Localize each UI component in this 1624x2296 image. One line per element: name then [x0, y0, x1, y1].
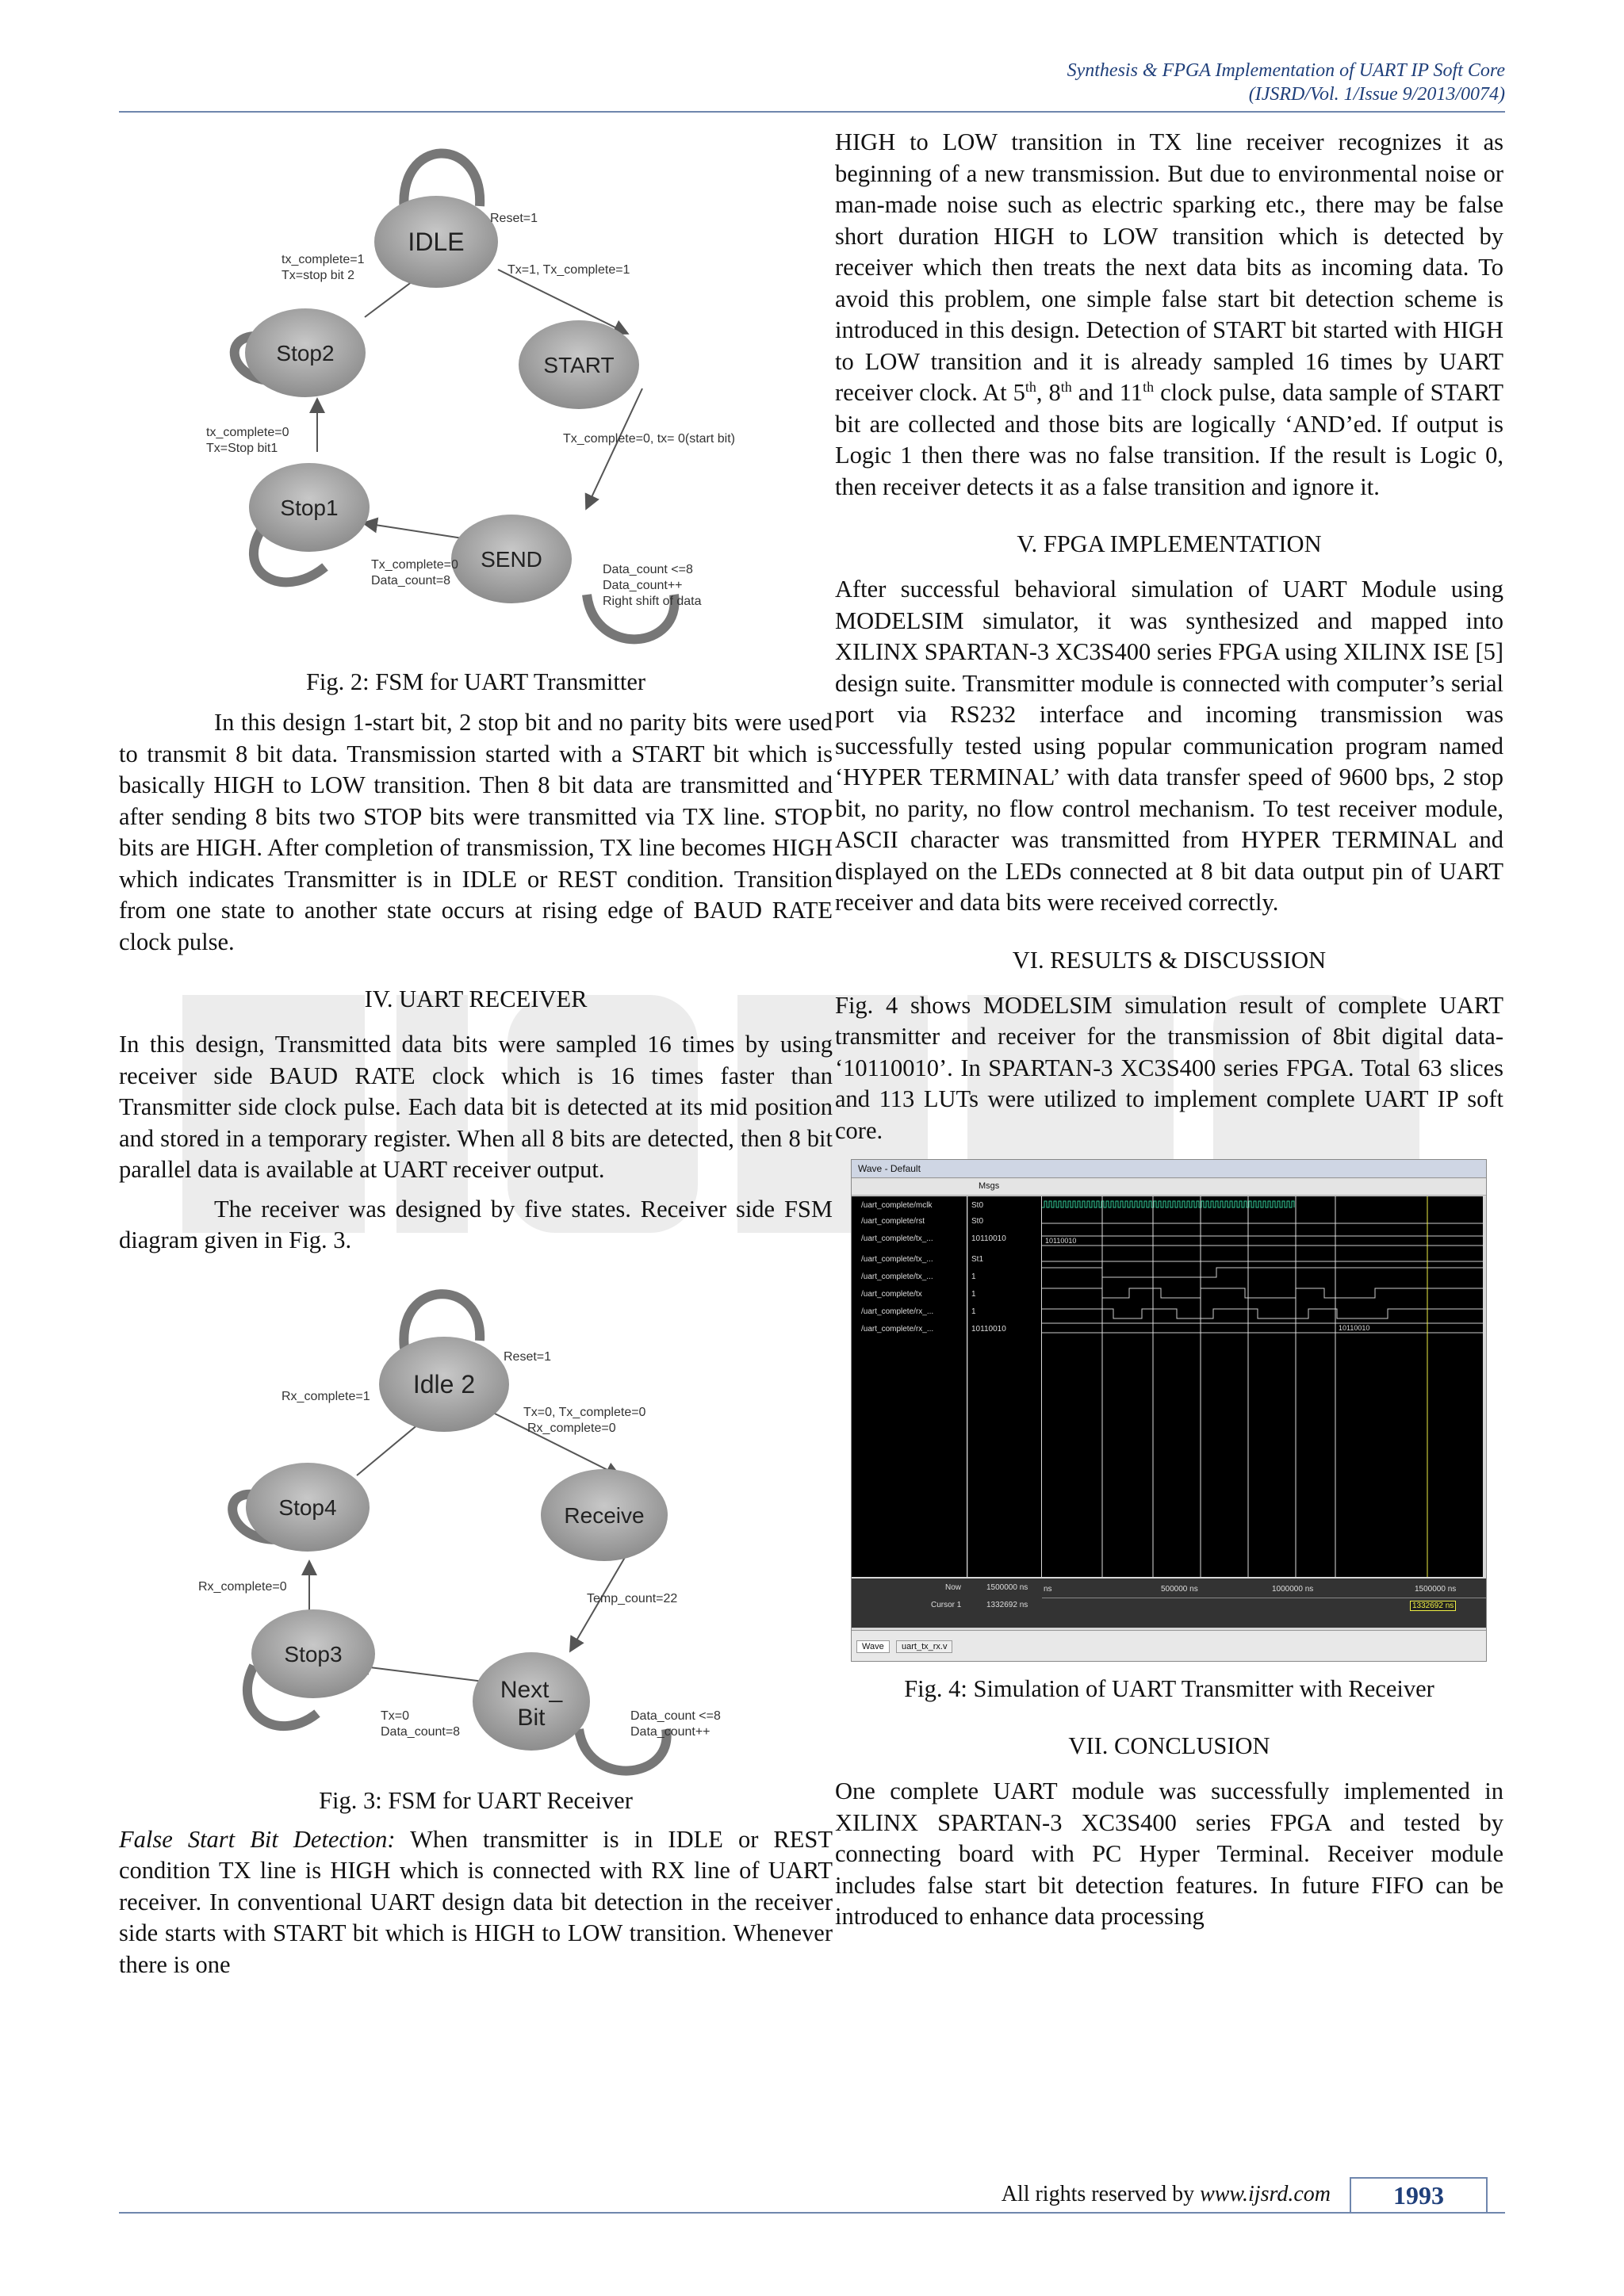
tab-wave[interactable]: Wave	[856, 1640, 890, 1653]
sup-th-3: th	[1143, 378, 1155, 395]
page-number: 1993	[1350, 2177, 1488, 2212]
receiver-states-paragraph: The receiver was designed by five states. Receiver side FSM diagram given in Fig. 3.	[119, 1195, 833, 1253]
signal-name[interactable]: /uart_complete/rx_...	[861, 1325, 934, 1334]
send-stop1-label-a: Tx_complete=0	[371, 558, 458, 572]
state-idle2-label: Idle 2	[412, 1369, 476, 1399]
state-stop2-label: Stop2	[276, 341, 335, 365]
nextbit-loop-label-2: Data_count++	[630, 1724, 710, 1739]
section-heading-conclusion: VII. CONCLUSION	[1068, 1732, 1270, 1759]
now-label: Now	[945, 1583, 962, 1592]
rx-reset-label: Reset=1	[504, 1349, 552, 1364]
send-loop-label-2: Data_count++	[603, 579, 683, 592]
send-loop-label-3: Right shift of data	[603, 595, 702, 608]
signal-name[interactable]: /uart_complete/tx_...	[861, 1255, 933, 1264]
clock-trace	[1042, 1201, 1294, 1207]
footer-rule	[119, 2212, 1505, 2214]
false-start-heading: False Start Bit Detection:	[119, 1825, 396, 1853]
signal-value: St0	[971, 1217, 984, 1226]
cursor-label: Cursor 1	[931, 1601, 962, 1609]
now-value: 1500000 ns	[986, 1583, 1028, 1592]
nextbit-stop3-label-b: Data_count=8	[381, 1724, 461, 1739]
fig2-fsm-diagram	[119, 127, 833, 666]
state-stop1-label: Stop1	[280, 496, 339, 520]
stop1-stop2-label-b: Tx=Stop bit1	[206, 442, 278, 455]
fig2-caption: Fig. 2: FSM for UART Transmitter	[305, 668, 646, 695]
sup-th-1: th	[1025, 378, 1036, 395]
wave-titlebar	[852, 1160, 1486, 1178]
msgs-header: Msgs	[979, 1181, 1000, 1191]
receiver-paragraph: In this design, Transmitted data bits were sampled 16 times by using receiver side BAUD RATE clock which is 16 times faster than Transmitter side clock pulse. Each data bit is detected at its mid position and stored in a temporary register. When all 8 bits are detected, then 8 bit parallel data is available at UART receiver output.	[119, 1031, 833, 1183]
start-send-label: Tx_complete=0, tx= 0(start bit)	[563, 432, 735, 446]
wave-title: Wave - Default	[858, 1163, 921, 1174]
state-send-label: SEND	[481, 547, 542, 572]
fs-text-a: HIGH to LOW transition in TX line receiver recognizes it as beginning of a new transmission. But due to environmental noise or man-made noise such as electric sparking etc., there may be false short duration HIGH to LOW transition which is detected by receiver which then treats the next data bits as incoming data. To avoid this problem, one simple false start bit detection scheme is introduced in this design. Detection of START bit started with HIGH to LOW transition and it is already sampled 16 times by UART receiver clock. At 5	[835, 128, 1503, 406]
sup-th-2: th	[1060, 378, 1072, 395]
false-start-text: When transmitter is in IDLE or REST condition TX line is HIGH which is connected with RX line of UART receiver. In conventional UART design data bit detection in the receiver side starts with START bit which is HIGH to LOW transition. Whenever there is one	[119, 1825, 833, 1978]
send-loop-label-1: Data_count <=8	[603, 563, 693, 576]
signal-name[interactable]: /uart_complete/rx_...	[861, 1307, 934, 1316]
nextbit-stop3-label-a: Tx=0	[381, 1709, 410, 1723]
idle-start-label: Tx=1, Tx_complete=1	[508, 263, 630, 277]
section-heading-uart-receiver: IV. UART RECEIVER	[364, 985, 588, 1012]
tx-bus-value: 10110010	[1045, 1237, 1077, 1245]
signal-name[interactable]: /uart_complete/tx	[861, 1290, 922, 1299]
reset-label: Reset=1	[490, 212, 538, 225]
header-rule	[119, 111, 1505, 113]
waveform-canvas	[1042, 1196, 1483, 1577]
footer-rights	[1002, 2182, 1331, 2207]
state-stop4-label: Stop4	[278, 1494, 337, 1520]
signal-value: 1	[971, 1290, 976, 1299]
time-axis-tick: 500000 ns	[1161, 1585, 1198, 1594]
state-start-label: START	[543, 353, 615, 377]
header-journal: (IJSRD/Vol. 1/Issue 9/2013/0074)	[1248, 84, 1505, 105]
signal-name[interactable]: /uart_complete/tx_...	[861, 1234, 933, 1243]
send-stop1-label-b: Data_count=8	[371, 574, 451, 587]
conclusion-paragraph: One complete UART module was successfully implemented in XILINX SPARTAN-3 XC3S400 series FPGA and tested by connecting board with PC Hyper Terminal. Receiver module includes false start bit detection features. In future FIFO can be introduced to enhance data processing	[835, 1777, 1503, 1930]
fs-text-d: clock pulse, data sample of START bit are collected and those bits are logically ‘AND’ed. If output is Logic 1 then there was no false transition. If the result is Logic 0, then receiver detects it as a false transition and ignore it.	[835, 379, 1504, 500]
wave-tab-bar	[852, 1630, 1486, 1661]
signal-name[interactable]: /uart_complete/mclk	[861, 1201, 933, 1210]
signal-value-pane	[967, 1196, 1041, 1577]
fpga-paragraph: After successful behavioral simulation of UART Module using MODELSIM simulator, it was synthesized and mapped into XILINX SPARTAN-3 XC3S400 series FPGA using XILINX ISE [5] design suite. Transmitter module is connected with computer’s serial port via RS232 interface and incoming transmission was successfully tested using popular communication program named ‘HYPER TERMINAL’ with data transfer speed of 9600 bps, 2 stop bit, no parity, no flow control mechanism. To test receiver module, ASCII character was transmitted from HYPER TERMINAL and displayed on the LEDs connected at 8 bit data output pin of UART receiver and data bits were received correctly.	[835, 576, 1503, 916]
section-heading-results: VI. RESULTS & DISCUSSION	[1012, 946, 1327, 974]
header-title: Synthesis & FPGA Implementation of UART IP Soft Core	[1067, 60, 1505, 81]
stop4-idle-label: Rx_complete=1	[282, 1389, 370, 1403]
state-nextbit-label-2: Bit	[517, 1704, 546, 1731]
time-axis	[1042, 1578, 1486, 1598]
signal-value: St0	[971, 1201, 984, 1210]
signal-name-pane	[852, 1196, 967, 1577]
fs-text-b: , 8	[1036, 379, 1061, 406]
stop1-stop2-label-a: tx_complete=0	[206, 426, 289, 439]
running-header	[1067, 59, 1505, 106]
nextbit-loop-label-1: Data_count <=8	[630, 1709, 721, 1723]
wave-status-bar	[852, 1578, 1486, 1628]
footer-site-link[interactable]: www.ijsrd.com	[1200, 2182, 1331, 2206]
rx-bus-value: 10110010	[1339, 1324, 1370, 1332]
results-paragraph: Fig. 4 shows MODELSIM simulation result of complete UART transmitter and receiver for the transmission of 8bit digital data- ‘10110010’. In SPARTAN-3 XC3S400 series FPGA. Total 63 slices and 113 LUTs were utilized to implement complete UART IP soft core.	[835, 991, 1503, 1144]
fig4-caption: Fig. 4: Simulation of UART Transmitter with Receiver	[904, 1675, 1434, 1702]
state-receive-label: Receive	[564, 1502, 645, 1528]
signal-value: 1	[971, 1307, 976, 1316]
tab-uart-file[interactable]: uart_tx_rx.v	[896, 1640, 952, 1653]
state-nextbit-label-1: Next_	[500, 1676, 563, 1703]
stop2-idle-label-b: Tx=stop bit 2	[282, 269, 355, 282]
state-idle-label: IDLE	[408, 228, 465, 256]
time-axis-tick: ns	[1044, 1585, 1052, 1594]
signal-name[interactable]: /uart_complete/rst	[861, 1217, 925, 1226]
fig3-fsm-diagram	[119, 1261, 833, 1793]
signal-value: 10110010	[971, 1234, 1006, 1243]
time-axis-tick: 1000000 ns	[1272, 1585, 1314, 1594]
signal-name[interactable]: /uart_complete/tx_...	[861, 1272, 933, 1281]
signal-value: 10110010	[971, 1325, 1006, 1334]
state-stop3-label: Stop3	[284, 1641, 343, 1667]
left-column	[119, 127, 833, 1980]
cursor-value: 1332692 ns	[986, 1601, 1028, 1609]
false-start-paragraph	[119, 1824, 833, 1981]
idle-receive-label-b: Rx_complete=0	[527, 1421, 616, 1435]
time-axis-tick: 1500000 ns	[1415, 1585, 1457, 1594]
stop2-idle-label-a: tx_complete=1	[282, 253, 365, 266]
stop3-stop4-label: Rx_complete=0	[198, 1579, 287, 1594]
signal-value: St1	[971, 1255, 984, 1264]
idle-receive-label-a: Tx=0, Tx_complete=0	[523, 1405, 646, 1419]
fig3-caption: Fig. 3: FSM for UART Receiver	[319, 1786, 633, 1814]
section-heading-fpga: V. FPGA IMPLEMENTATION	[1017, 530, 1322, 557]
false-start-continued-paragraph	[835, 127, 1503, 503]
right-column	[835, 127, 1503, 1933]
footer-rights-text: All rights reserved by	[1001, 2182, 1201, 2206]
receive-nextbit-label: Temp_count=22	[587, 1591, 678, 1605]
fs-text-c: and 11	[1071, 379, 1143, 406]
signal-value: 1	[971, 1272, 976, 1281]
cursor-tag: 1332692 ns	[1410, 1601, 1456, 1611]
fig4-waveform-window	[851, 1159, 1487, 1662]
transmitter-paragraph: In this design 1-start bit, 2 stop bit and no parity bits were used to transmit 8 bit data. Transmission started with a START bit which is basically HIGH to LOW transition. Then 8 bit data are transmitted and after sending 8 bits two STOP bits were transmitted via TX line. STOP bits are HIGH. After completion of transmission, TX line becomes HIGH which indicates Transmitter is in IDLE or REST condition. Transition from one state to another state occurs at rising edge of BAUD RATE clock pulse.	[119, 709, 833, 955]
